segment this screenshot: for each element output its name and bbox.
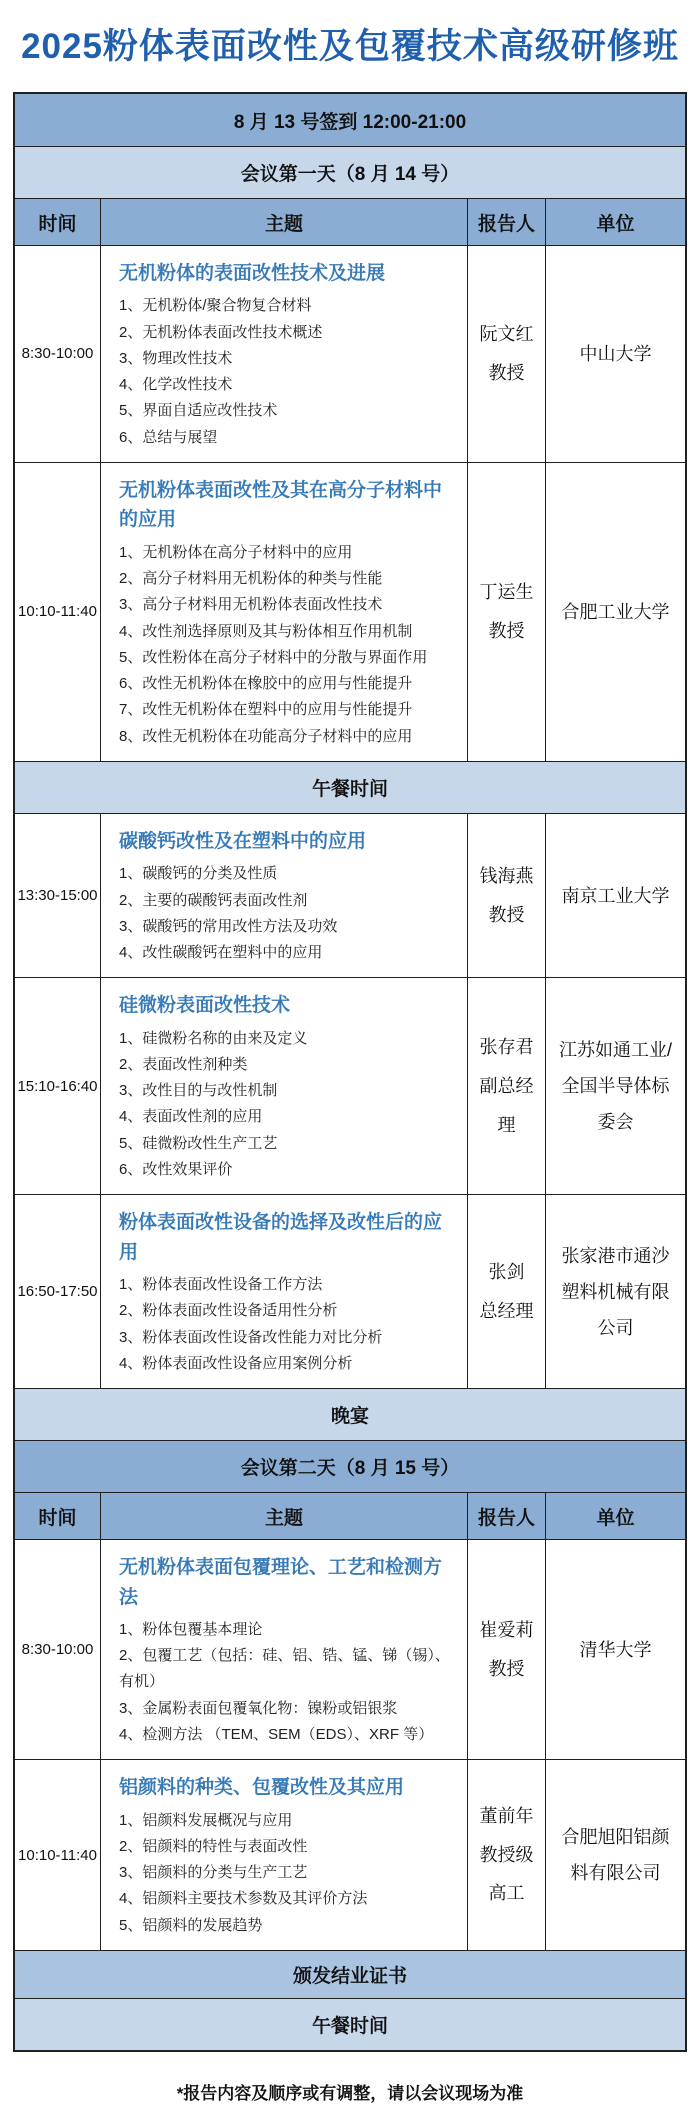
topic-item: 4、铝颜料主要技术参数及其评价方法 xyxy=(119,1890,368,1908)
page-title: 2025粉体表面改性及包覆技术高级研修班 xyxy=(21,27,679,66)
unit-cell: 合肥旭阳铝颜料有限公司 xyxy=(545,1760,685,1950)
topic-item: 3、金属粉表面包覆氧化物：镍粉或铝银浆 xyxy=(119,1699,398,1717)
speaker-cell xyxy=(467,1195,545,1388)
topic-title: 硅微粉表面改性技术 xyxy=(119,995,291,1017)
banner-row xyxy=(15,1440,685,1492)
footnote: *报告内容及顺序或有调整，请以会议现场为准 xyxy=(176,2083,524,2103)
topic-title: 无机粉体表面改性及其在高分子材料中的应用 xyxy=(119,479,443,531)
topic-item: 4、粉体表面改性设备应用案例分析 xyxy=(119,1354,353,1372)
topic-item: 2、主要的碳酸钙表面改性剂 xyxy=(119,891,308,909)
time-cell: 8:30-10:00 xyxy=(21,1641,94,1659)
topic-item: 8、改性无机粉体在功能高分子材料中的应用 xyxy=(119,727,413,745)
banner-row xyxy=(15,761,685,813)
time-cell: 15:10-16:40 xyxy=(17,1077,98,1095)
session-row xyxy=(15,245,685,462)
speaker-line: 丁运生 xyxy=(479,582,534,603)
time-cell: 10:10-11:40 xyxy=(18,603,97,621)
topic-title: 粉体表面改性设备的选择及改性后的应用 xyxy=(119,1212,443,1263)
topic-cell xyxy=(100,463,467,761)
banner-label: 午餐时间 xyxy=(311,778,388,800)
speaker-line: 教授 xyxy=(488,620,525,641)
topic-item: 1、碳酸钙的分类及性质 xyxy=(119,865,278,883)
topic-item: 2、包覆工艺（包括：硅、铝、锆、锰、锑（锡）、有机） xyxy=(119,1647,450,1691)
session-row xyxy=(15,1759,685,1950)
topic-item: 5、界面自适应改性技术 xyxy=(119,402,278,420)
topic-item: 3、碳酸钙的常用改性方法及功效 xyxy=(119,917,338,935)
topic-cell xyxy=(100,1760,467,1950)
session-row xyxy=(15,977,685,1194)
header-cell-time: 时间 xyxy=(38,213,77,235)
topic-item: 7、改性无机粉体在塑料中的应用与性能提升 xyxy=(119,701,413,719)
topic-title: 无机粉体表面包覆理论、工艺和检测方法 xyxy=(119,1557,443,1608)
speaker-line: 阮文红 xyxy=(479,324,534,345)
banner-label: 8 月 13 号签到 12:00-21:00 xyxy=(233,111,467,133)
topic-item: 5、铝颜料的发展趋势 xyxy=(119,1916,263,1934)
schedule-table xyxy=(13,92,687,2052)
topic-item: 1、粉体表面改性设备工作方法 xyxy=(119,1276,323,1294)
unit-cell: 南京工业大学 xyxy=(545,814,685,977)
banner-label: 晚宴 xyxy=(330,1406,369,1428)
topic-item: 2、粉体表面改性设备适用性分析 xyxy=(119,1302,338,1320)
topic-item: 2、表面改性剂种类 xyxy=(119,1055,248,1073)
speaker-line: 教授 xyxy=(488,904,525,925)
time-cell: 10:10-11:40 xyxy=(18,1846,97,1864)
unit-cell: 清华大学 xyxy=(545,1540,685,1759)
speaker-line: 教授级高工 xyxy=(479,1844,534,1904)
session-row xyxy=(15,462,685,761)
header-cell-time: 时间 xyxy=(38,1507,77,1529)
time-cell: 8:30-10:00 xyxy=(21,345,94,363)
topic-item: 3、粉体表面改性设备改性能力对比分析 xyxy=(119,1328,383,1346)
unit-cell: 江苏如通工业/全国半导体标委会 xyxy=(545,978,685,1194)
topic-item: 2、无机粉体表面改性技术概述 xyxy=(119,323,323,341)
unit-cell: 张家港市通沙塑料机械有限公司 xyxy=(545,1195,685,1388)
topic-item: 4、改性碳酸钙在塑料中的应用 xyxy=(119,944,323,961)
topic-item: 1、铝颜料发展概况与应用 xyxy=(119,1811,293,1829)
speaker-cell xyxy=(467,1540,545,1759)
speaker-cell xyxy=(467,246,545,462)
topic-item: 4、改性剂选择原则及其与粉体相互作用机制 xyxy=(119,622,413,640)
banner-label: 会议第二天（8 月 15 号） xyxy=(240,1458,460,1480)
topic-title: 铝颜料的种类、包覆改性及其应用 xyxy=(119,1777,405,1799)
banner-label: 会议第一天（8 月 14 号） xyxy=(240,164,460,185)
topic-item: 4、表面改性剂的应用 xyxy=(119,1108,263,1126)
column-header-row xyxy=(15,1492,685,1539)
topic-item: 1、无机粉体在高分子材料中的应用 xyxy=(119,543,353,561)
topic-cell xyxy=(100,246,467,462)
speaker-cell xyxy=(467,463,545,761)
time-cell: 13:30-15:00 xyxy=(17,887,98,905)
session-row xyxy=(15,1194,685,1388)
topic-item: 5、改性粉体在高分子材料中的分散与界面作用 xyxy=(119,648,428,666)
topic-item: 3、改性目的与改性机制 xyxy=(119,1082,278,1100)
speaker-line: 教授 xyxy=(488,362,525,383)
header-cell-speaker: 报告人 xyxy=(467,199,545,245)
header-cell-topic: 主题 xyxy=(100,199,467,245)
speaker-line: 钱海燕 xyxy=(479,865,534,886)
topic-item: 2、铝颜料的特性与表面改性 xyxy=(119,1837,308,1855)
banner-label: 颁发结业证书 xyxy=(292,1965,407,1987)
speaker-line: 副总经理 xyxy=(479,1075,534,1135)
speaker-line: 张存君 xyxy=(479,1037,534,1058)
topic-item: 4、化学改性技术 xyxy=(119,376,233,394)
topic-cell xyxy=(100,1540,467,1759)
speaker-line: 董前年 xyxy=(479,1806,534,1826)
topic-item: 6、总结与展望 xyxy=(119,428,218,446)
topic-item: 1、硅微粉名称的由来及定义 xyxy=(119,1029,308,1047)
banner-row xyxy=(15,94,685,146)
banner-row xyxy=(15,1998,685,2050)
speaker-line: 总经理 xyxy=(479,1300,534,1321)
speaker-line: 崔爱莉 xyxy=(479,1619,534,1640)
topic-item: 1、粉体包覆基本理论 xyxy=(119,1620,263,1638)
header-cell-speaker: 报告人 xyxy=(467,1493,545,1539)
speaker-line: 张剑 xyxy=(488,1261,525,1282)
header-cell-unit: 单位 xyxy=(545,199,685,245)
speaker-cell xyxy=(467,1760,545,1950)
column-header-row xyxy=(15,198,685,245)
topic-title: 无机粉体的表面改性技术及进展 xyxy=(119,263,386,284)
topic-cell xyxy=(100,814,467,977)
topic-item: 4、检测方法 （TEM、SEM（EDS）、XRF 等） xyxy=(119,1725,434,1743)
topic-item: 6、改性无机粉体在橡胶中的应用与性能提升 xyxy=(119,675,413,693)
header-cell-topic: 主题 xyxy=(100,1493,467,1539)
speaker-cell xyxy=(467,978,545,1194)
session-row xyxy=(15,1539,685,1759)
topic-cell xyxy=(100,978,467,1194)
banner-row xyxy=(15,146,685,198)
unit-cell: 合肥工业大学 xyxy=(545,463,685,761)
session-row xyxy=(15,813,685,977)
topic-item: 3、高分子材料用无机粉体表面改性技术 xyxy=(119,596,383,614)
topic-item: 3、铝颜料的分类与生产工艺 xyxy=(119,1864,308,1882)
banner-row xyxy=(15,1950,685,1998)
topic-item: 2、高分子材料用无机粉体的种类与性能 xyxy=(119,570,383,588)
banner-row xyxy=(15,1388,685,1440)
topic-item: 5、硅微粉改性生产工艺 xyxy=(119,1134,278,1152)
unit-cell: 中山大学 xyxy=(545,246,685,462)
topic-cell xyxy=(100,1195,467,1388)
speaker-line: 教授 xyxy=(488,1658,525,1679)
topic-item: 3、物理改性技术 xyxy=(119,349,233,367)
topic-item: 1、无机粉体/聚合物复合材料 xyxy=(119,297,312,315)
banner-label: 午餐时间 xyxy=(311,2015,388,2037)
time-cell: 16:50-17:50 xyxy=(17,1283,98,1301)
speaker-cell xyxy=(467,814,545,977)
topic-item: 6、改性效果评价 xyxy=(119,1160,233,1178)
topic-title: 碳酸钙改性及在塑料中的应用 xyxy=(119,830,367,852)
header-cell-unit: 单位 xyxy=(545,1493,685,1539)
